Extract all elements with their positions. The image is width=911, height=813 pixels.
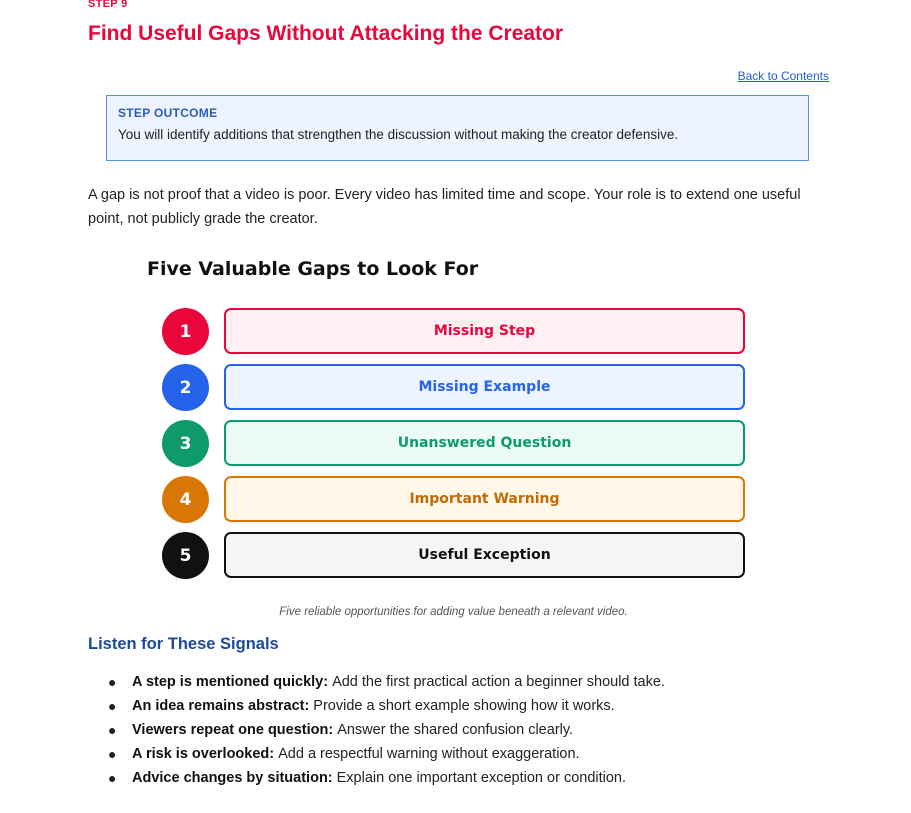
list-item <box>108 670 665 694</box>
gap-number-badge: 1 <box>162 308 209 355</box>
gap-item <box>162 364 746 410</box>
back-to-contents-link[interactable]: Back to Contents <box>737 69 829 83</box>
list-item <box>108 742 665 766</box>
bullet-icon: ● <box>108 674 117 690</box>
gap-item <box>162 532 746 578</box>
signal-term: An idea remains abstract: <box>132 698 310 714</box>
step-outcome-heading: STEP OUTCOME <box>118 106 218 120</box>
gap-label-box: Important Warning <box>224 476 745 522</box>
signal-term: Advice changes by situation: <box>132 770 333 786</box>
bullet-icon: ● <box>108 746 117 762</box>
gap-label-box: Missing Step <box>224 308 745 354</box>
gap-label-box: Useful Exception <box>224 532 745 578</box>
signal-term: A risk is overlooked: <box>132 746 275 762</box>
bullet-icon: ● <box>108 722 117 738</box>
signal-text: Add the first practical action a beginner should take. <box>332 674 665 690</box>
gap-item <box>162 420 746 466</box>
page-title: Find Useful Gaps Without Attacking the Creator <box>88 22 564 45</box>
gap-number-badge: 3 <box>162 420 209 467</box>
gap-number-badge: 4 <box>162 476 209 523</box>
list-item <box>108 694 665 718</box>
gap-item <box>162 476 746 522</box>
gap-item <box>162 308 746 354</box>
figure-caption: Five reliable opportunities for adding value beneath a relevant video. <box>279 606 628 618</box>
gap-label-box: Unanswered Question <box>224 420 745 466</box>
gap-number-badge: 2 <box>162 364 209 411</box>
signals-heading: Listen for These Signals <box>88 635 279 653</box>
figure-title: Five Valuable Gaps to Look For <box>147 258 479 280</box>
signal-text: Provide a short example showing how it works. <box>313 698 615 714</box>
bullet-icon: ● <box>108 698 117 714</box>
gap-label-box: Missing Example <box>224 364 745 410</box>
signal-text: Answer the shared confusion clearly. <box>337 722 574 738</box>
intro-paragraph: A gap is not proof that a video is poor. Every video has limited time and scope. Your role is to extend one useful point, not publicly grade the creator. <box>88 187 801 227</box>
signal-text: Explain one important exception or condition. <box>336 770 627 786</box>
list-item <box>108 766 665 790</box>
bullet-icon: ● <box>108 770 117 786</box>
step-label: STEP 9 <box>88 0 128 10</box>
gap-number-badge: 5 <box>162 532 209 579</box>
step-outcome-text: You will identify additions that strengthen the discussion without making the creator defensive. <box>118 127 679 142</box>
signal-text: Add a respectful warning without exaggeration. <box>278 746 580 762</box>
signal-term: Viewers repeat one question: <box>132 722 334 738</box>
signals-list <box>108 670 665 790</box>
step-outcome-box <box>106 95 809 161</box>
list-item <box>108 718 665 742</box>
signal-term: A step is mentioned quickly: <box>132 674 329 690</box>
